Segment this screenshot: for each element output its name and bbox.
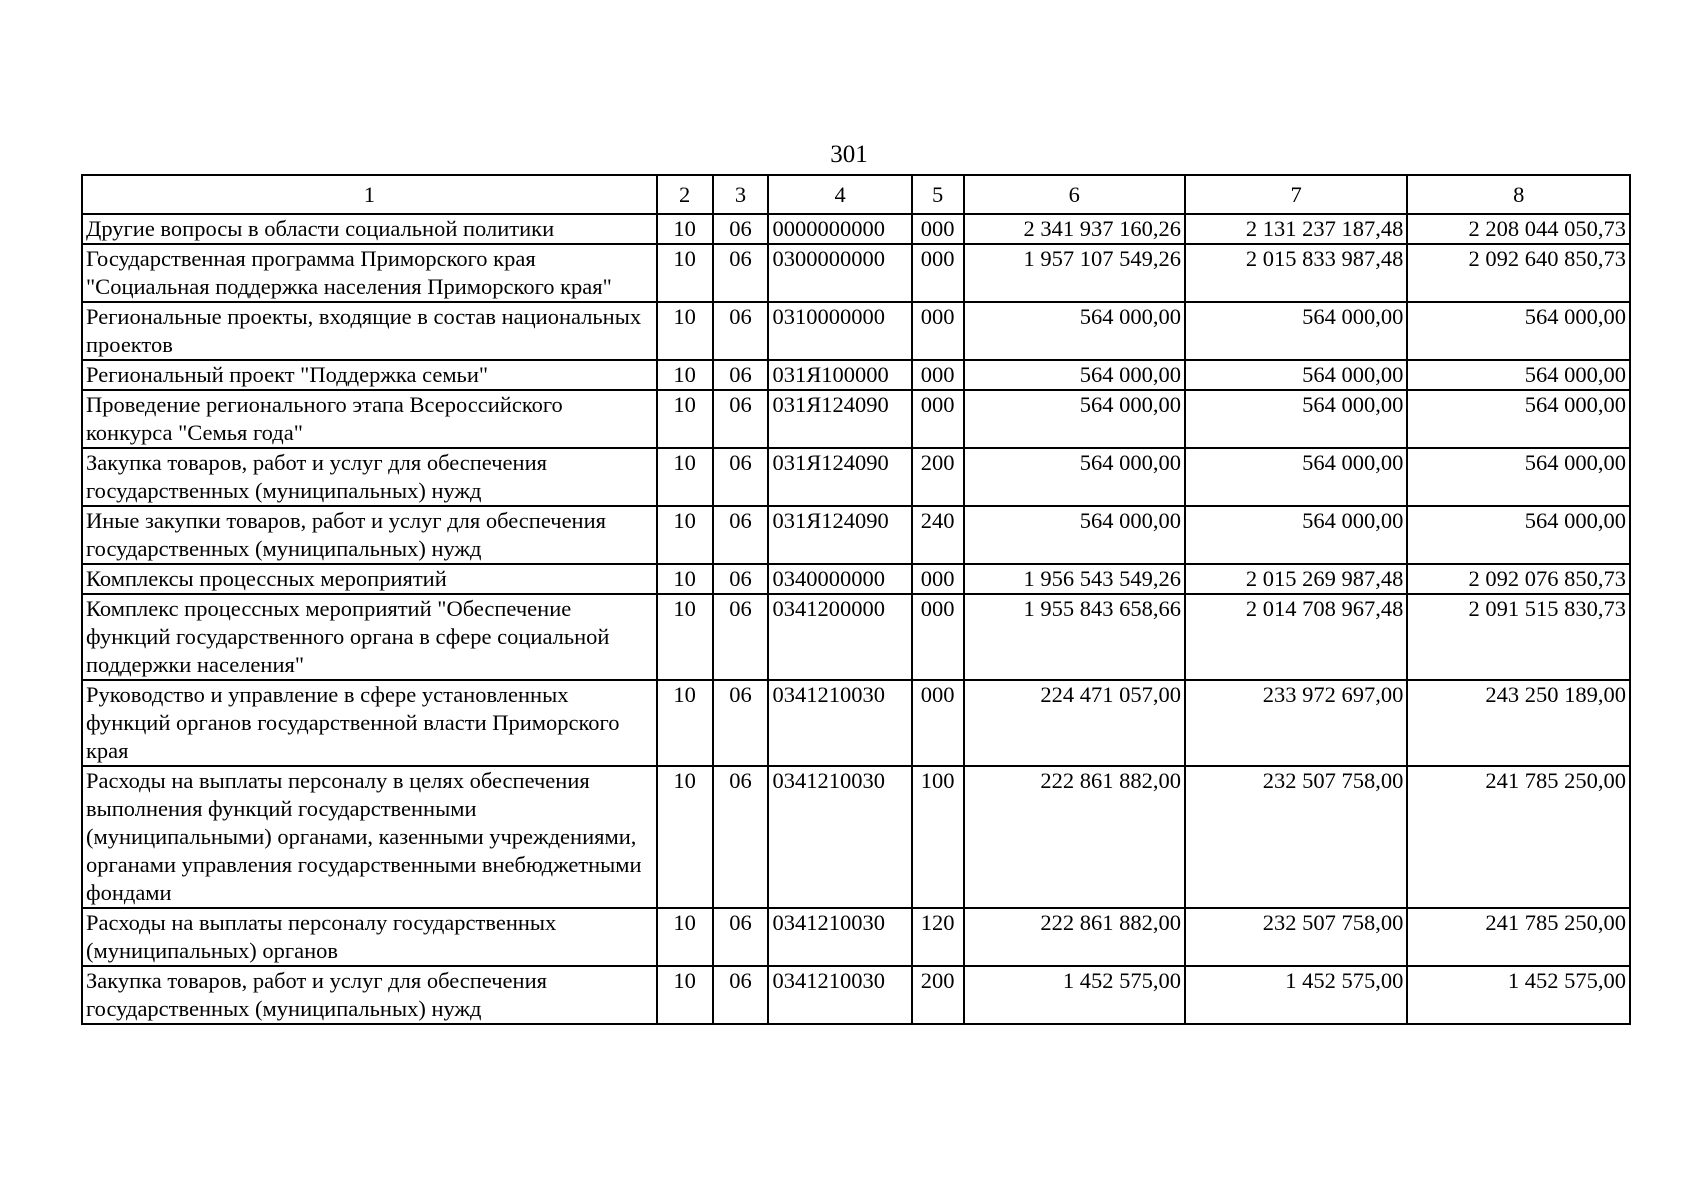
amount-col8-cell: 2 092 640 850,73 (1407, 244, 1630, 302)
table-row (82, 564, 1630, 594)
column-header: 2 (657, 175, 713, 214)
amount-col8-cell: 241 785 250,00 (1407, 766, 1630, 908)
target-article-code-cell: 0341210030 (768, 966, 911, 1024)
page-number: 301 (830, 141, 868, 168)
column-header: 5 (912, 175, 964, 214)
amount-col6-cell: 2 341 937 160,26 (964, 214, 1185, 244)
expense-name-cell: Расходы на выплаты персоналу в целях обеспечения выполнения функций государственными (муниципальными) органами, казенными учреждениями, органами управления государственными внебюджетными фондами (82, 766, 657, 908)
target-article-code-cell: 0310000000 (768, 302, 911, 360)
header-row (82, 175, 1630, 214)
expense-type-code-cell: 100 (912, 766, 964, 908)
target-article-code-cell: 0341210030 (768, 766, 911, 908)
expense-type-code-cell: 200 (912, 448, 964, 506)
amount-col8-cell: 241 785 250,00 (1407, 908, 1630, 966)
expense-type-code-cell: 200 (912, 966, 964, 1024)
expense-name-cell: Закупка товаров, работ и услуг для обеспечения государственных (муниципальных) нужд (82, 448, 657, 506)
section-code-cell: 10 (657, 244, 713, 302)
amount-col7-cell: 564 000,00 (1185, 506, 1407, 564)
expense-name-cell: Иные закупки товаров, работ и услуг для обеспечения государственных (муниципальных) нужд (82, 506, 657, 564)
column-header: 6 (964, 175, 1185, 214)
subsection-code-cell: 06 (713, 214, 769, 244)
column-header: 7 (1185, 175, 1407, 214)
expense-name-cell: Проведение регионального этапа Всероссийского конкурса "Семья года" (82, 390, 657, 448)
target-article-code-cell: 0340000000 (768, 564, 911, 594)
amount-col6-cell: 1 452 575,00 (964, 966, 1185, 1024)
expense-name-cell: Руководство и управление в сфере установленных функций органов государственной власти Приморского края (82, 680, 657, 766)
table-row (82, 214, 1630, 244)
amount-col8-cell: 243 250 189,00 (1407, 680, 1630, 766)
subsection-code-cell: 06 (713, 302, 769, 360)
amount-col7-cell: 232 507 758,00 (1185, 908, 1407, 966)
expense-name-cell: Государственная программа Приморского края "Социальная поддержка населения Приморского края" (82, 244, 657, 302)
amount-col7-cell: 2 015 833 987,48 (1185, 244, 1407, 302)
amount-col7-cell: 2 131 237 187,48 (1185, 214, 1407, 244)
amount-col8-cell: 564 000,00 (1407, 390, 1630, 448)
subsection-code-cell: 06 (713, 506, 769, 564)
expense-name-cell: Региональный проект "Поддержка семьи" (82, 360, 657, 390)
amount-col6-cell: 222 861 882,00 (964, 766, 1185, 908)
section-code-cell: 10 (657, 564, 713, 594)
amount-col6-cell: 564 000,00 (964, 302, 1185, 360)
column-header: 3 (713, 175, 769, 214)
amount-col8-cell: 2 208 044 050,73 (1407, 214, 1630, 244)
section-code-cell: 10 (657, 966, 713, 1024)
expense-name-cell: Расходы на выплаты персоналу государственных (муниципальных) органов (82, 908, 657, 966)
expense-name-cell: Комплексы процессных мероприятий (82, 564, 657, 594)
target-article-code-cell: 0341210030 (768, 908, 911, 966)
expense-type-code-cell: 000 (912, 302, 964, 360)
section-code-cell: 10 (657, 908, 713, 966)
amount-col7-cell: 232 507 758,00 (1185, 766, 1407, 908)
table-row (82, 244, 1630, 302)
target-article-code-cell: 031Я100000 (768, 360, 911, 390)
amount-col8-cell: 564 000,00 (1407, 360, 1630, 390)
subsection-code-cell: 06 (713, 390, 769, 448)
target-article-code-cell: 031Я124090 (768, 390, 911, 448)
amount-col7-cell: 564 000,00 (1185, 448, 1407, 506)
amount-col6-cell: 1 956 543 549,26 (964, 564, 1185, 594)
expense-type-code-cell: 000 (912, 214, 964, 244)
amount-col7-cell: 1 452 575,00 (1185, 966, 1407, 1024)
table-row (82, 594, 1630, 680)
expense-type-code-cell: 120 (912, 908, 964, 966)
section-code-cell: 10 (657, 680, 713, 766)
expense-name-cell: Комплекс процессных мероприятий "Обеспечение функций государственного органа в сфере социальной поддержки населения" (82, 594, 657, 680)
subsection-code-cell: 06 (713, 766, 769, 908)
section-code-cell: 10 (657, 302, 713, 360)
amount-col6-cell: 564 000,00 (964, 448, 1185, 506)
subsection-code-cell: 06 (713, 360, 769, 390)
target-article-code-cell: 0300000000 (768, 244, 911, 302)
subsection-code-cell: 06 (713, 680, 769, 766)
table-row (82, 360, 1630, 390)
table-row (82, 302, 1630, 360)
target-article-code-cell: 031Я124090 (768, 448, 911, 506)
section-code-cell: 10 (657, 390, 713, 448)
amount-col6-cell: 1 957 107 549,26 (964, 244, 1185, 302)
section-code-cell: 10 (657, 766, 713, 908)
subsection-code-cell: 06 (713, 594, 769, 680)
column-header: 4 (768, 175, 911, 214)
table-row (82, 966, 1630, 1024)
target-article-code-cell: 0341210030 (768, 680, 911, 766)
expense-type-code-cell: 000 (912, 390, 964, 448)
section-code-cell: 10 (657, 594, 713, 680)
budget-table (81, 174, 1631, 1025)
expense-type-code-cell: 000 (912, 564, 964, 594)
table-row (82, 390, 1630, 448)
amount-col6-cell: 564 000,00 (964, 390, 1185, 448)
target-article-code-cell: 0341200000 (768, 594, 911, 680)
column-header: 1 (82, 175, 657, 214)
table-row (82, 448, 1630, 506)
section-code-cell: 10 (657, 360, 713, 390)
expense-type-code-cell: 240 (912, 506, 964, 564)
target-article-code-cell: 031Я124090 (768, 506, 911, 564)
subsection-code-cell: 06 (713, 244, 769, 302)
subsection-code-cell: 06 (713, 966, 769, 1024)
subsection-code-cell: 06 (713, 448, 769, 506)
amount-col7-cell: 564 000,00 (1185, 390, 1407, 448)
table-row (82, 908, 1630, 966)
expense-name-cell: Другие вопросы в области социальной политики (82, 214, 657, 244)
table-row (82, 766, 1630, 908)
amount-col6-cell: 564 000,00 (964, 506, 1185, 564)
amount-col6-cell: 564 000,00 (964, 360, 1185, 390)
amount-col6-cell: 224 471 057,00 (964, 680, 1185, 766)
expense-type-code-cell: 000 (912, 360, 964, 390)
subsection-code-cell: 06 (713, 908, 769, 966)
expense-name-cell: Закупка товаров, работ и услуг для обеспечения государственных (муниципальных) нужд (82, 966, 657, 1024)
table-row (82, 506, 1630, 564)
amount-col7-cell: 2 015 269 987,48 (1185, 564, 1407, 594)
amount-col7-cell: 564 000,00 (1185, 360, 1407, 390)
section-code-cell: 10 (657, 506, 713, 564)
section-code-cell: 10 (657, 214, 713, 244)
expense-type-code-cell: 000 (912, 244, 964, 302)
amount-col8-cell: 564 000,00 (1407, 506, 1630, 564)
table-row (82, 680, 1630, 766)
amount-col8-cell: 2 091 515 830,73 (1407, 594, 1630, 680)
amount-col7-cell: 233 972 697,00 (1185, 680, 1407, 766)
expense-type-code-cell: 000 (912, 594, 964, 680)
expense-type-code-cell: 000 (912, 680, 964, 766)
table-body (82, 214, 1630, 1024)
expense-name-cell: Региональные проекты, входящие в состав национальных проектов (82, 302, 657, 360)
amount-col8-cell: 1 452 575,00 (1407, 966, 1630, 1024)
amount-col8-cell: 564 000,00 (1407, 448, 1630, 506)
amount-col8-cell: 564 000,00 (1407, 302, 1630, 360)
subsection-code-cell: 06 (713, 564, 769, 594)
amount-col7-cell: 564 000,00 (1185, 302, 1407, 360)
amount-col8-cell: 2 092 076 850,73 (1407, 564, 1630, 594)
section-code-cell: 10 (657, 448, 713, 506)
column-header: 8 (1407, 175, 1630, 214)
amount-col6-cell: 222 861 882,00 (964, 908, 1185, 966)
amount-col7-cell: 2 014 708 967,48 (1185, 594, 1407, 680)
amount-col6-cell: 1 955 843 658,66 (964, 594, 1185, 680)
target-article-code-cell: 0000000000 (768, 214, 911, 244)
